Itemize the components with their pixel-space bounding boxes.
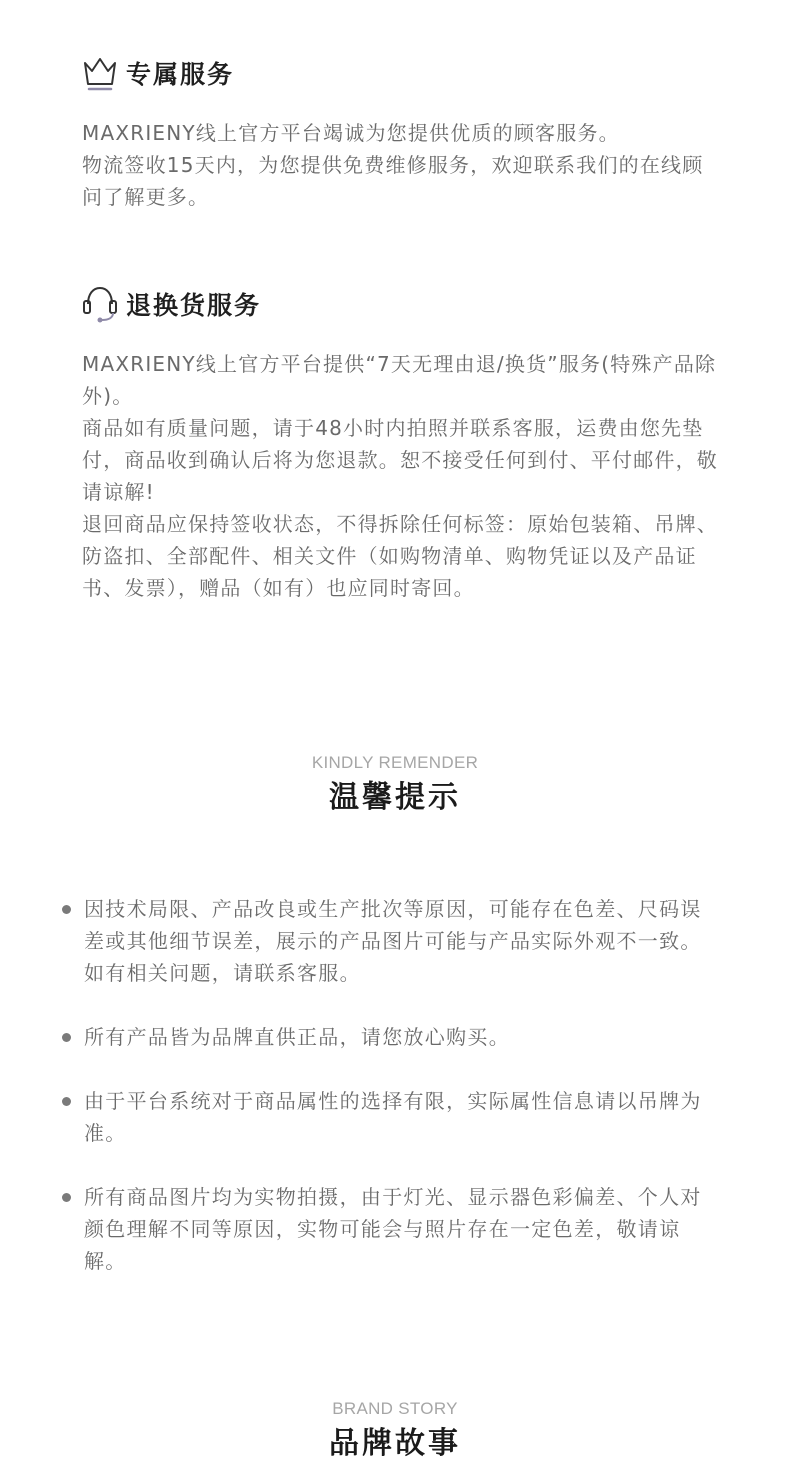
exclusive-service-section [82, 53, 722, 213]
bullet-icon [62, 1097, 71, 1106]
bullet-icon [62, 905, 71, 914]
exclusive-service-body [82, 117, 722, 213]
exclusive-service-paragraph: 物流签收15天内，为您提供免费维修服务，欢迎联系我们的在线顾问了解更多。 [82, 153, 704, 209]
bullet-icon [62, 1193, 71, 1202]
exclusive-service-header [82, 53, 722, 93]
brand-story-zh-title: 品牌故事 [329, 1426, 461, 1461]
list-item [60, 893, 720, 989]
brand-story-heading [0, 1398, 790, 1466]
return-service-title: 退换货服务 [126, 291, 262, 320]
list-item [60, 1181, 720, 1277]
tip-text: 所有产品皆为品牌直供正品，请您放心购买。 [84, 1025, 510, 1049]
tip-text: 所有商品图片均为实物拍摄，由于灯光、显示器色彩偏差、个人对颜色理解不同等原因，实物可能会与照片存在一定色差，敬请谅解。 [84, 1185, 702, 1273]
reminder-zh-title: 温馨提示 [329, 780, 461, 815]
return-service-paragraph: MAXRIENY线上官方平台提供“7天无理由退/换货”服务(特殊产品除外)。 [82, 352, 717, 408]
crown-icon [82, 53, 120, 93]
return-service-section [82, 284, 722, 604]
tip-text: 由于平台系统对于商品属性的选择有限，实际属性信息请以吊牌为准。 [84, 1089, 702, 1145]
list-item [60, 1021, 720, 1053]
return-service-header [82, 284, 722, 324]
brand-story-en-title: BRAND STORY [332, 1399, 458, 1418]
reminder-tips-list [60, 893, 720, 1309]
headset-icon [82, 284, 120, 324]
return-service-paragraph: 退回商品应保持签收状态，不得拆除任何标签：原始包装箱、吊牌、防盗扣、全部配件、相关文件（如购物清单、购物凭证以及产品证书、发票），赠品（如有）也应同时寄回。 [82, 512, 718, 600]
reminder-en-title: KINDLY REMENDER [311, 753, 479, 772]
return-service-paragraph: 商品如有质量问题，请于48小时内拍照并联系客服，运费由您先垫付，商品收到确认后将为您退款。恕不接受任何到付、平付邮件，敬请谅解! [82, 416, 718, 504]
exclusive-service-title: 专属服务 [126, 60, 235, 89]
reminder-heading [0, 752, 790, 820]
exclusive-service-paragraph: MAXRIENY线上官方平台竭诚为您提供优质的顾客服务。 [82, 121, 620, 145]
list-item [60, 1085, 720, 1149]
bullet-icon [62, 1033, 71, 1042]
tip-text: 因技术局限、产品改良或生产批次等原因，可能存在色差、尺码误差或其他细节误差，展示的产品图片可能与产品实际外观不一致。如有相关问题，请联系客服。 [84, 897, 702, 985]
return-service-body [82, 348, 722, 604]
